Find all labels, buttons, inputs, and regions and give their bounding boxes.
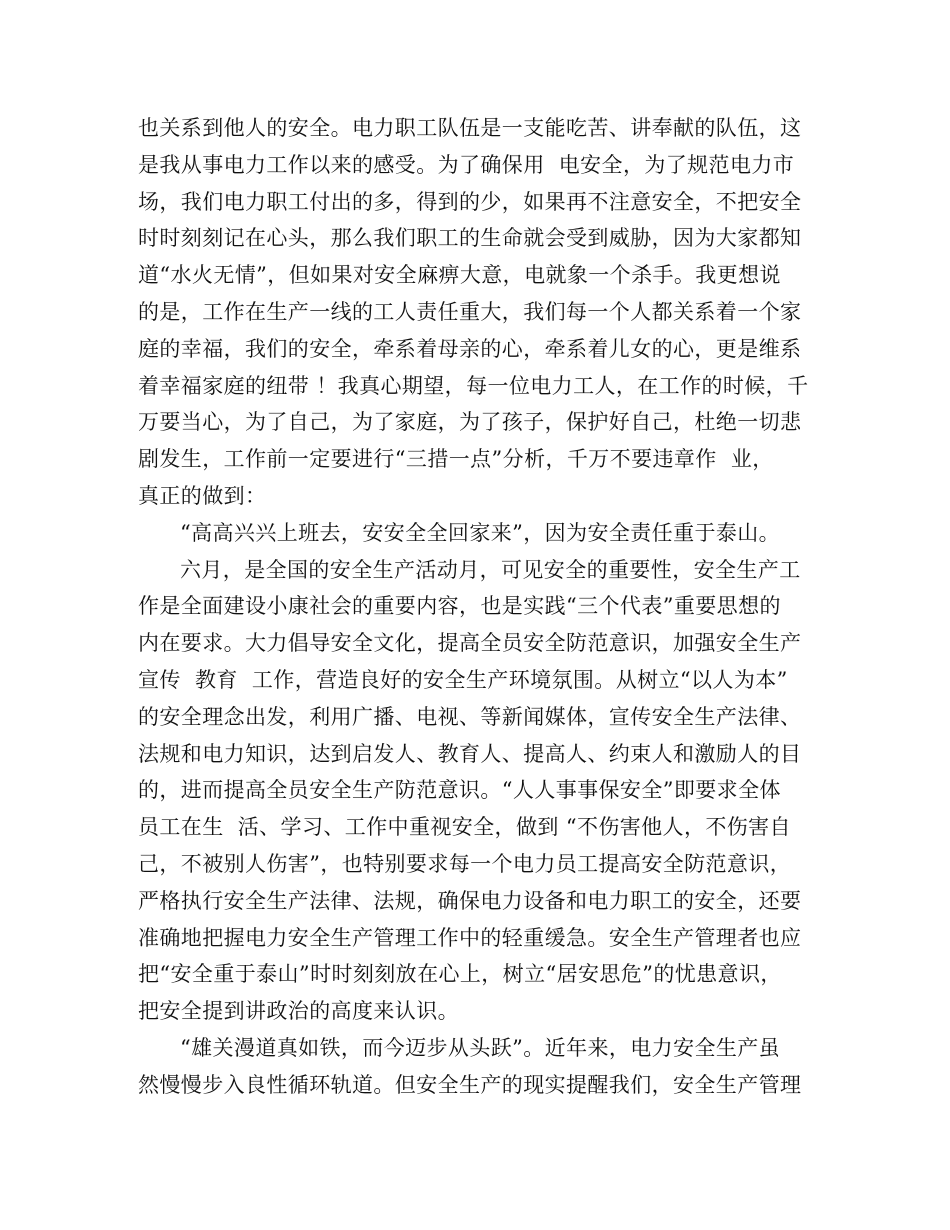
text-line: 时时刻刻记在心头，那么我们职工的生命就会受到威胁，因为大家都知 (138, 226, 802, 251)
text-line: 的，进而提高全员安全生产防范意识。“人人事事保安全”即要求全体 (138, 778, 781, 803)
text-line: 把安全提到讲政治的高度来认识。 (138, 999, 459, 1024)
text-line: 作是全面建设小康社会的重要内容，也是实践“三个代表”重要思想的 (138, 594, 781, 619)
text-line: 把“安全重于泰山”时时刻刻放在心上，树立“居安思危”的忧患意识， (138, 962, 782, 987)
document-body (138, 110, 828, 1104)
text-line: 严格执行安全生产法律、法规，确保电力设备和电力职工的安全，还要 (138, 888, 802, 913)
text-line: 准确地把握电力安全生产管理工作中的轻重缓急。安全生产管理者也应 (138, 925, 802, 950)
text-line: 员工在生 活、学习、工作中重视安全，做到 “不伤害他人，不伤害自 (138, 815, 791, 840)
text-line: 着幸福家庭的纽带 ！我真心期望，每一位电力工人，在工作的时候，千 (138, 373, 809, 398)
text-line: “雄关漫道真如铁，而今迈步从头跃”。近年来，电力安全生产虽 (180, 1035, 781, 1060)
text-line: 真正的做到： (138, 483, 267, 508)
text-line: 的安全理念出发，利用广播、电视、等新闻媒体，宣传安全生产法律、 (138, 704, 802, 729)
text-line: 庭的幸福，我们的安全，牵系着母亲的心，牵系着儿女的心，更是维系 (138, 336, 802, 361)
text-line: 然慢慢步入良性循环轨道。但安全生产的现实提醒我们，安全生产管理 (138, 1072, 802, 1097)
text-line: 法规和电力知识，达到启发人、教育人、提高人、约束人和激励人的目 (138, 741, 802, 766)
text-line: 万要当心，为了自己，为了家庭，为了孩子，保护好自己，杜绝一切悲 (138, 410, 802, 435)
text-line: 己，不被别人伤害”，也特别要求每一个电力员工提高安全防范意识， (138, 851, 792, 876)
text-line: 内在要求。大力倡导安全文化，提高全员安全防范意识，加强安全生产 (138, 631, 802, 656)
text-line: 六月，是全国的安全生产活动月，可见安全的重要性，安全生产工 (180, 557, 801, 582)
text-line: 场，我们电力职工付出的多，得到的少，如果再不注意安全，不把安全 (138, 189, 802, 214)
text-line: 也关系到他人的安全。电力职工队伍是一支能吃苦、讲奉献的队伍，这 (138, 116, 802, 140)
text-line: 宣传 教育 工作，营造良好的安全生产环境氛围。从树立“以人为本” (138, 667, 788, 692)
text-line: 是我从事电力工作以来的感受。为了确保用 电安全，为了规范电力市 (138, 152, 795, 177)
text-line: “高高兴兴上班去，安安全全回家来”，因为安全责任重于泰山。 (180, 520, 781, 545)
text-line: 道“水火无情”，但如果对安全麻痹大意，电就象一个杀手。我更想说 (138, 263, 781, 288)
text-line: 剧发生，工作前一定要进行“三措一点”分析，千万不要违章作 业， (138, 447, 774, 472)
text-line: 的是，工作在生产一线的工人责任重大，我们每一个人都关系着一个家 (138, 299, 802, 324)
